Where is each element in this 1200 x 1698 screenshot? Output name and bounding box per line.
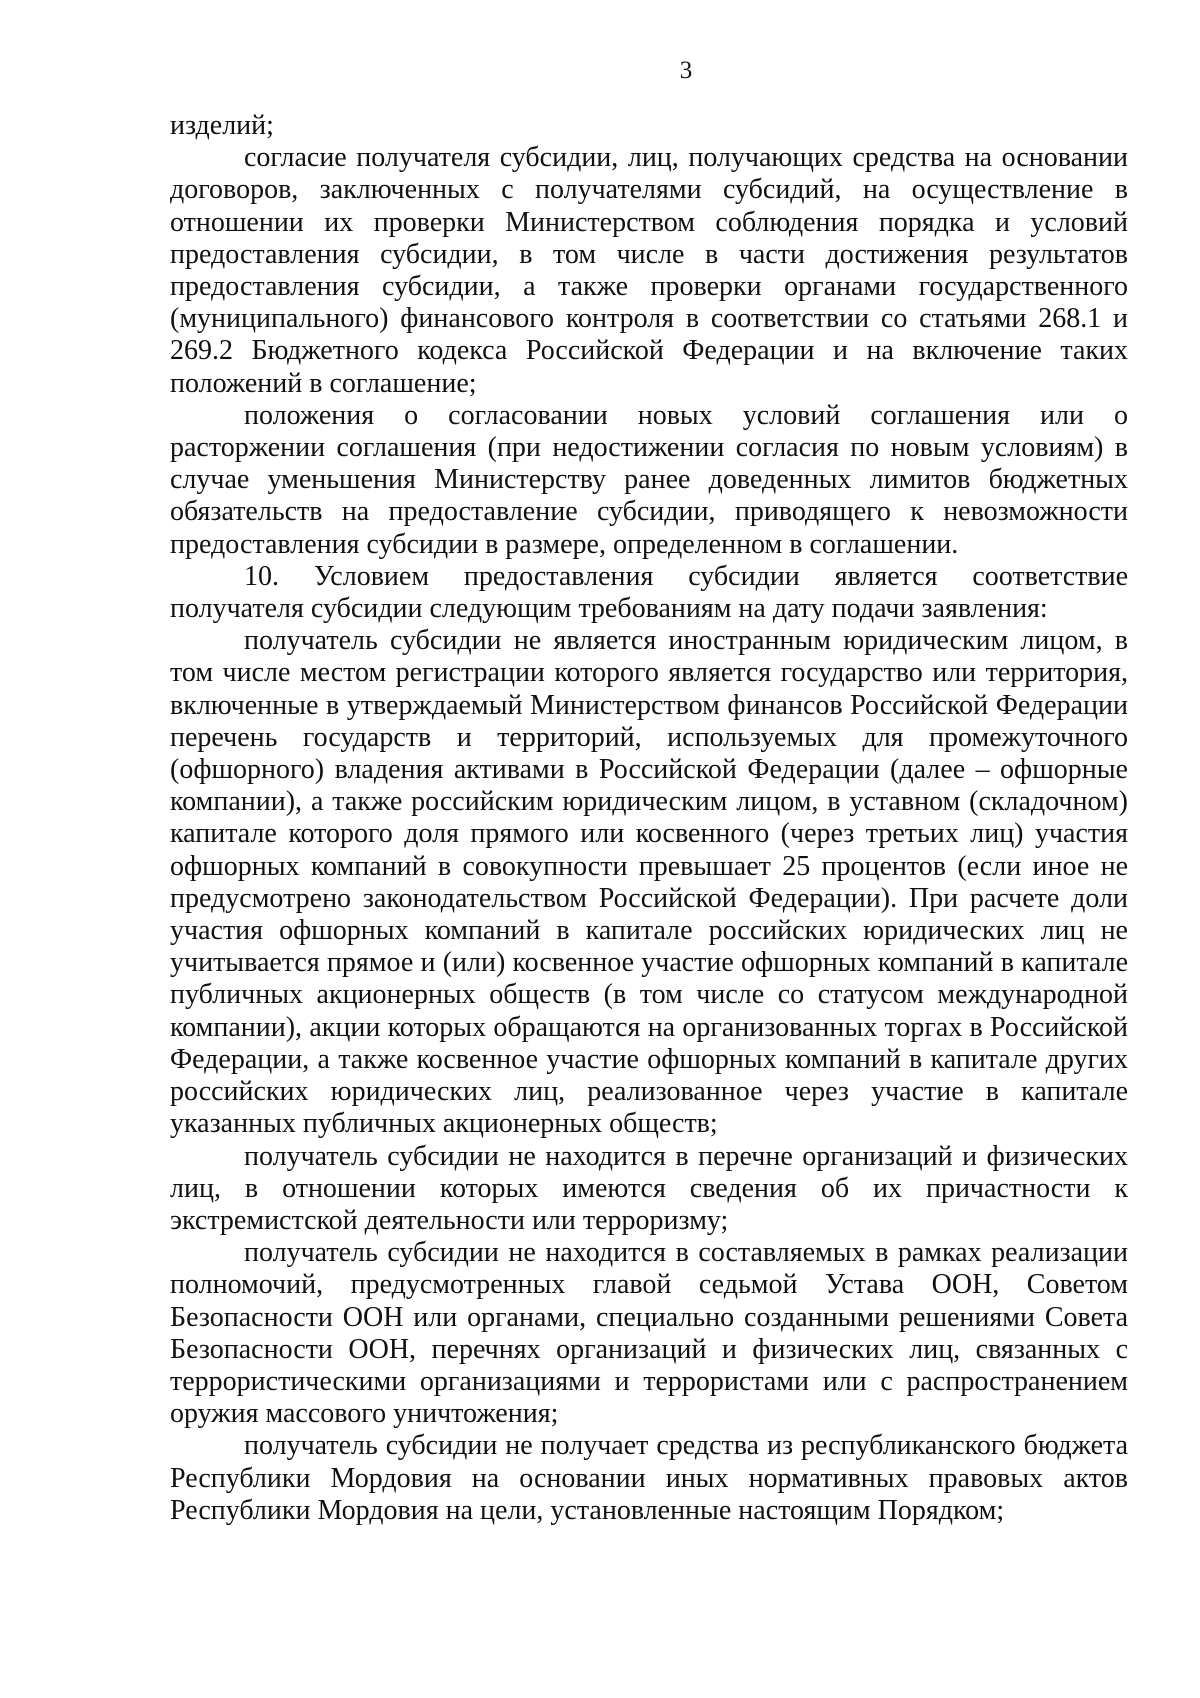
paragraph-clause-10: 10. Условием предоставления субсидии является соответствие получателя субсидии следующим требованиям на дату подачи заявления: bbox=[170, 560, 1128, 625]
paragraph-agreement-terms: положения о согласовании новых условий соглашения или о расторжении соглашения (при недостижении согласия по новым условиям) в случае уменьшения Министерству ранее доведенных лимитов бюджетных обязательств на предоставление субсидии, приводящего к невозможности предоставления субсидии в размере, определенном в соглашении. bbox=[170, 399, 1128, 560]
paragraph-budget-funds-requirement: получатель субсидии не получает средства из республиканского бюджета Республики Мордовия на основании иных нормативных правовых актов Республики Мордовия на цели, установленные настоящим Порядком; bbox=[170, 1430, 1128, 1526]
paragraph-offshore-requirement: получатель субсидии не является иностранным юридическим лицом, в том числе местом регистрации которого является государство или территория, включенные в утверждаемый Министерством финансов Российской Федерации перечень государств и территорий, используемых для промежуточного (офшорного) владения активами в Российской Федерации (далее – офшорные компании), а также российским юридическим лицом, в уставном (складочном) капитале которого доля прямого или косвенного (через третьих лиц) участия офшорных компаний в совокупности превышает 25 процентов (если иное не предусмотрено законодательством Российской Федерации). При расчете доли участия офшорных компаний в капитале российских юридических лиц не учитывается прямое и (или) косвенное участие офшорных компаний в капитале публичных акционерных обществ (в том числе со статусом международной компании), акции которых обращаются на организованных торгах в Российской Федерации, а также косвенное участие офшорных компаний в капитале других российских юридических лиц, реализованное через участие в капитале указанных публичных акционерных обществ; bbox=[170, 625, 1128, 1140]
paragraph-extremism-requirement: получатель субсидии не находится в перечне организаций и физических лиц, в отношении которых имеются сведения об их причастности к экстремистской деятельности или терроризму; bbox=[170, 1140, 1128, 1236]
paragraph-continuation: изделий; bbox=[170, 110, 274, 141]
paragraph-un-sanctions-requirement: получатель субсидии не находится в составляемых в рамках реализации полномочий, предусмотренных главой седьмой Устава ООН, Советом Безопасности ООН или органами, специально созданными решениями Совета Безопасности ООН, перечнях организаций и физических лиц, связанных с террористическими организациями и террористами или с распространением оружия массового уничтожения; bbox=[170, 1237, 1128, 1430]
page-number: 3 bbox=[679, 57, 693, 84]
document-body bbox=[170, 110, 1128, 1527]
paragraph-consent-inspection: согласие получателя субсидии, лиц, получающих средства на основании договоров, заключенных с получателями субсидий, на осуществление в отношении их проверки Министерством соблюдения порядка и условий предоставления субсидии, в том числе в части достижения результатов предоставления субсидии, а также проверки органами государственного (муниципального) финансового контроля в соответствии со статьями 268.1 и 269.2 Бюджетного кодекса Российской Федерации и на включение таких положений в соглашение; bbox=[170, 142, 1128, 399]
